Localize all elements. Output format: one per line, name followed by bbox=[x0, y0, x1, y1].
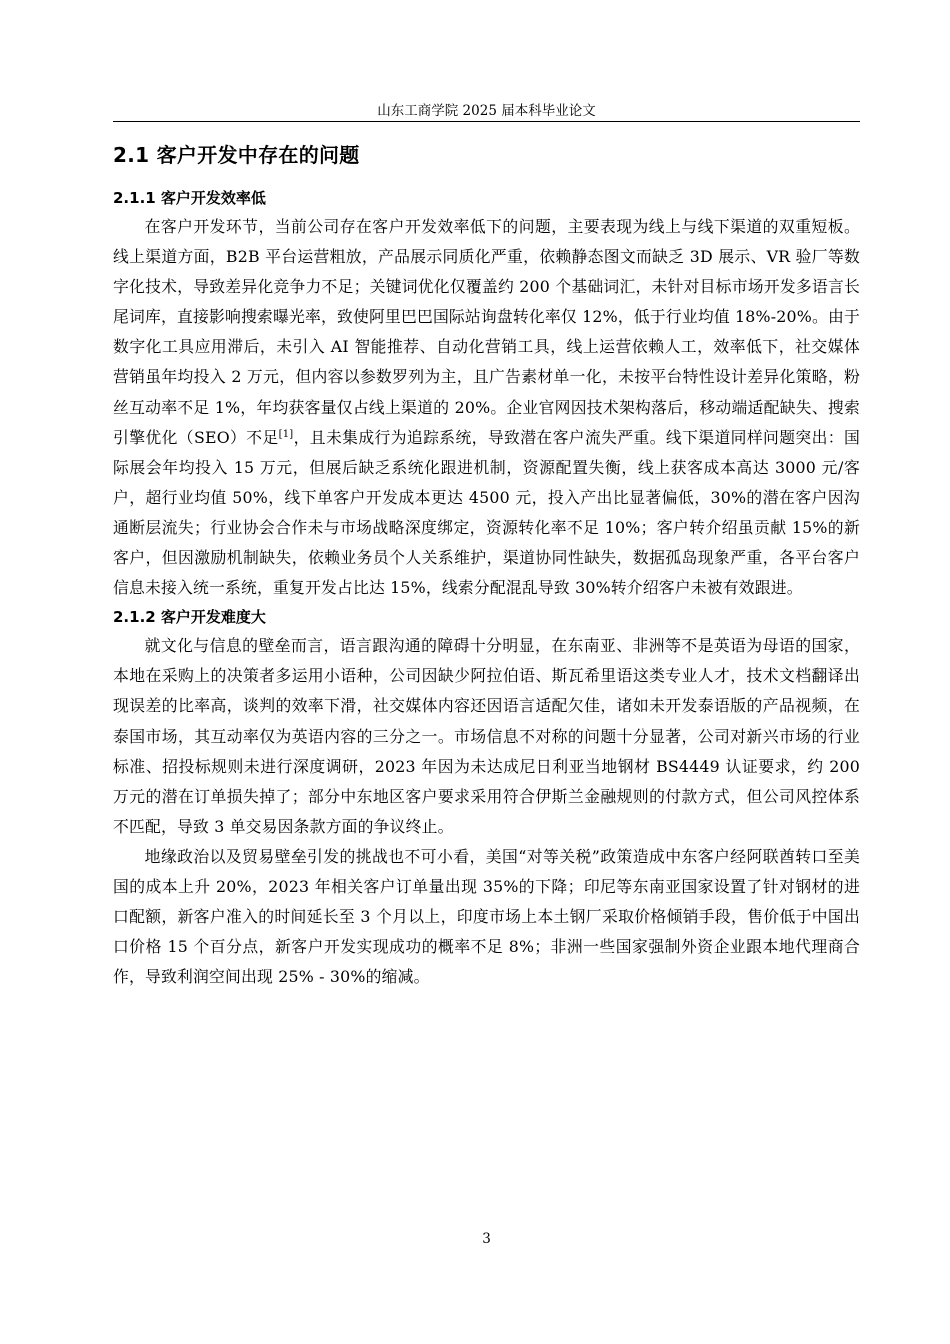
running-header: 山东工商学院 2025 届本科毕业论文 bbox=[377, 103, 596, 119]
section-title: 2.1 客户开发中存在的问题 bbox=[113, 143, 360, 167]
page-content bbox=[113, 140, 860, 992]
subsection-title-2-1-1: 2.1.1 客户开发效率低 bbox=[113, 189, 266, 207]
header-rule bbox=[113, 121, 860, 122]
paragraph-2-1-1 bbox=[113, 212, 860, 603]
subsection-title-2-1-2: 2.1.2 客户开发难度大 bbox=[113, 608, 266, 627]
paragraph-2-1-2-second: 地缘政治以及贸易壁垒引发的挑战也不可小看，美国“对等关税”政策造成中东客户经阿联酋转口至美国的成本上升 20%，2023 年相关客户订单量出现 35%的下降；印尼等东南亚国家设置了针对钢材的进口配额，新客户准入的时间延长至 3 个月以上，印度市场上本土钢厂采取价格倾销手段，售价低于中国出口价格 15 个百分点，新客户开发实现成功的概率不足 8%；非洲一些国家强制外资企业跟本地代理商合作，导致利润空间出现 25% - 30%的缩减。 bbox=[113, 846, 860, 987]
paragraph-2-1-2-first: 就文化与信息的壁垒而言，语言跟沟通的障碍十分明显，在东南亚、非洲等不是英语为母语的国家，本地在采购上的决策者多运用小语种，公司因缺少阿拉伯语、斯瓦希里语这类专业人才，技术文档翻译出现误差的比率高，谈判的效率下滑，社交媒体内容还因语言适配欠佳，诸如未开发泰语版的产品视频，在泰国市场，其互动率仅为英语内容的三分之一。市场信息不对称的问题十分显著，公司对新兴市场的行业标准、招投标规则未进行深度调研，2023 年因为未达成尼日利亚当地钢材 BS4449 认证要求，约 200 万元的潜在订单损失掉了；部分中东地区客户要求采用符合伊斯兰金融规则的付款方式，但公司风控体系不匹配，导致 3 单交易因条款方面的争议终止。 bbox=[113, 636, 860, 836]
page-number: 3 bbox=[482, 1231, 491, 1247]
paragraph-text: 在客户开发环节，当前公司存在客户开发效率低下的问题，主要表现为线上与线下渠道的双重短板。线上渠道方面，B2B 平台运营粗放，产品展示同质化严重，依赖静态图文而缺乏 3D 展示、VR 验厂等数字化技术，导致差异化竞争力不足；关键词优化仅覆盖约 200 个基础词汇，未针对目标市场开发多语言长尾词库，直接影响搜索曝光率，致使阿里巴巴国际站询盘转化率仅 12%，低于行业均值 18%-20%。由于数字化工具应用滞后，未引入 AI 智能推荐、自动化营销工具，线上运营依赖人工，效率低下，社交媒体营销虽年均投入 2 万元，但内容以参数罗列为主，且广告素材单一化，未按平台特性设计差异化策略，粉丝互动率不足 1%，年均获客量仅占线上渠道的 20%。企业官网因技术架构落后，移动端适配缺失、搜索引擎优化（SEO）不足 bbox=[113, 217, 860, 447]
paragraph-text: ，且未集成行为追踪系统，导致潜在客户流失严重。线下渠道同样问题突出：国际展会年均投入 15 万元，但展后缺乏系统化跟进机制，资源配置失衡，线上获客成本高达 3000 元/客户，超行业均值 50%，线下单客户开发成本更达 4500 元，投入产出比显著偏低，30%的潜在客户因沟通断层流失；行业协会合作未与市场战略深度绑定，资源转化率不足 10%；客户转介绍虽贡献 15%的新客户，但因激励机制缺失，依赖业务员个人关系维护，渠道协同性缺失，数据孤岛现象严重，各平台客户信息未接入统一系统，重复开发占比达 15%，线索分配混乱导致 30%转介绍客户未被有效跟进。 bbox=[113, 427, 860, 598]
citation-reference: [1] bbox=[278, 428, 294, 440]
